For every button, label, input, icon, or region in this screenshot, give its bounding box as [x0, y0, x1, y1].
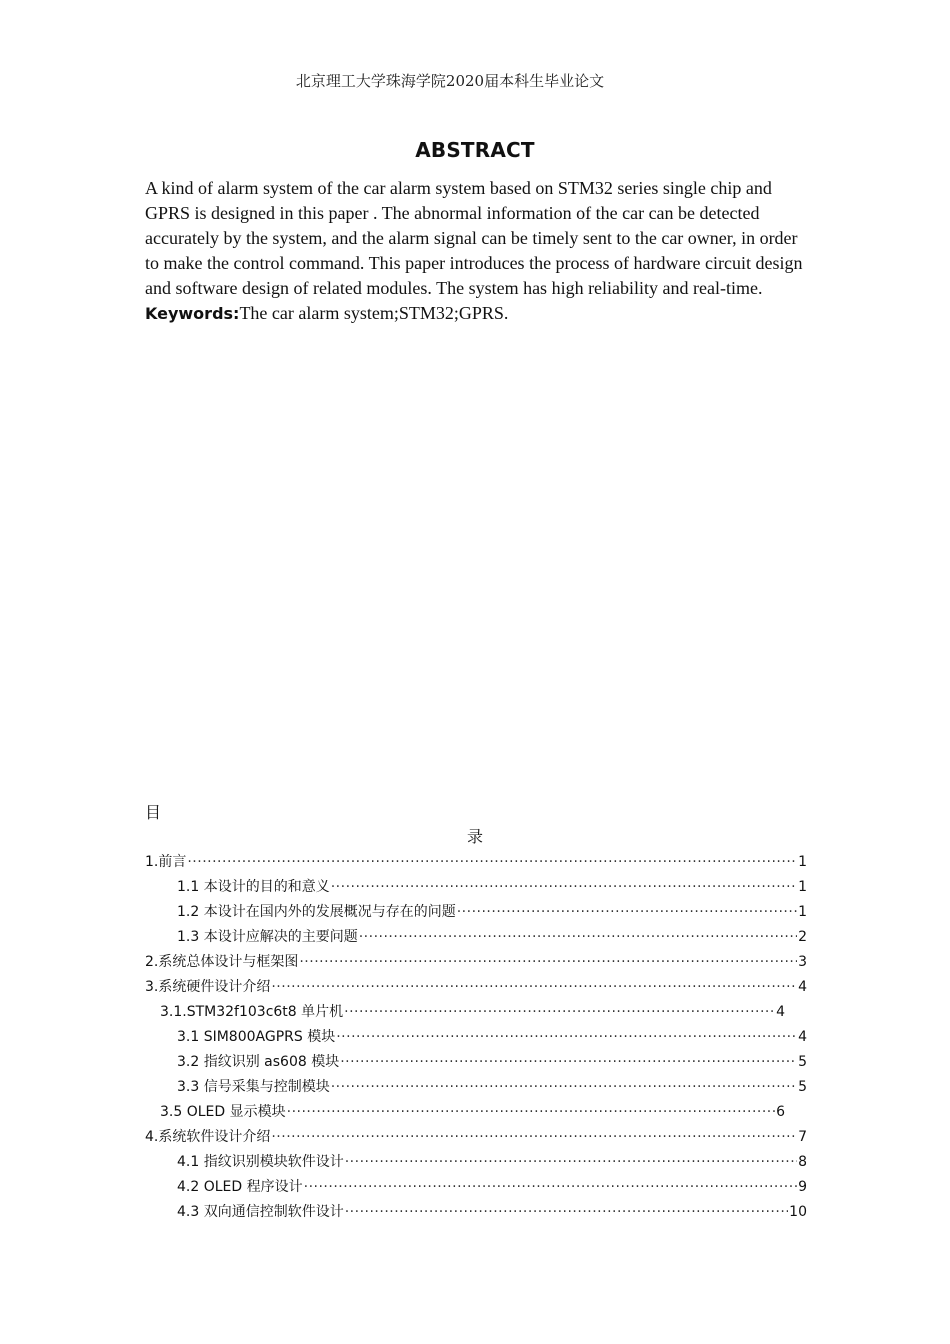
toc-entry-title: 1.3 本设计应解决的主要问题: [177, 929, 358, 945]
toc-entry-title: 3.3 信号采集与控制模块: [177, 1079, 330, 1095]
toc-entry-page: 3: [798, 954, 807, 970]
toc-entry-page: 1: [798, 879, 807, 895]
toc-leader: [331, 1075, 797, 1091]
toc-entry-title: 3.5 OLED 显示模块: [160, 1104, 286, 1120]
toc-leader: [336, 1025, 797, 1041]
toc-entry-page: 10: [789, 1204, 807, 1220]
toc-entry-page: 9: [798, 1179, 807, 1195]
toc-entry-title: 3.1.STM32f103c6t8 单片机: [160, 1004, 344, 1020]
toc-title-char-2: 录: [466, 827, 483, 846]
toc-entry[interactable]: [145, 950, 807, 970]
toc-entry-title: 1.前言: [145, 854, 187, 870]
toc-entry-page: 7: [798, 1129, 807, 1145]
toc-entry[interactable]: [177, 1200, 807, 1220]
toc-leader: [331, 875, 797, 891]
page-header: 北京理工大学珠海学院2020届本科生毕业论文: [295, 72, 605, 90]
toc-entry-page: 8: [798, 1154, 807, 1170]
toc-entry-title: 4.1 指纹识别模块软件设计: [177, 1154, 344, 1170]
toc-leader: [271, 975, 797, 991]
toc-entry[interactable]: [177, 925, 807, 945]
toc-entry-title: 1.1 本设计的目的和意义: [177, 879, 330, 895]
toc-entry[interactable]: [160, 1100, 785, 1120]
toc-leader: [187, 850, 797, 866]
toc-entry-title: 1.2 本设计在国内外的发展概况与存在的问题: [177, 904, 456, 920]
toc-entry[interactable]: [145, 975, 807, 995]
abstract-body: A kind of alarm system of the car alarm system based on STM32 series single chip and GPRS is designed in this paper . The abnormal information of the car can be detected accurately by the system, and the alarm signal can be timely sent to the car owner, in order to make the control command. This paper introduces the process of hardware circuit design and software design of related modules. The system has high reliability and real-time.: [145, 178, 803, 298]
toc-leader: [345, 1200, 788, 1216]
toc-leader: [287, 1100, 775, 1116]
keywords-line: [145, 301, 805, 326]
toc-entry-title: 3.系统硬件设计介绍: [145, 979, 271, 995]
toc-entry[interactable]: [177, 875, 807, 895]
toc-entry[interactable]: [177, 900, 807, 920]
toc-leader: [340, 1050, 797, 1066]
toc-entry[interactable]: [177, 1050, 807, 1070]
toc-entry[interactable]: [160, 1000, 785, 1020]
toc-entry-title: 3.2 指纹识别 as608 模块: [177, 1054, 340, 1070]
toc-entry-page: 5: [798, 1079, 807, 1095]
toc-entry-page: 6: [776, 1104, 785, 1120]
toc-leader: [271, 1125, 797, 1141]
toc-entry-page: 4: [798, 979, 807, 995]
abstract-title: ABSTRACT: [415, 138, 535, 162]
toc-entry[interactable]: [145, 850, 807, 870]
toc-entry-title: 3.1 SIM800AGPRS 模块: [177, 1029, 336, 1045]
toc-leader: [299, 950, 797, 966]
toc-leader: [304, 1175, 797, 1191]
toc-entry-title: 4.系统软件设计介绍: [145, 1129, 271, 1145]
toc-entry-page: 2: [798, 929, 807, 945]
toc-leader: [457, 900, 797, 916]
abstract-section: [145, 176, 805, 326]
toc-leader: [345, 1150, 797, 1166]
toc-entry-title: 4.2 OLED 程序设计: [177, 1179, 303, 1195]
toc-entry[interactable]: [177, 1175, 807, 1195]
keywords-label: Keywords:: [145, 304, 240, 323]
toc-entry-page: 1: [798, 904, 807, 920]
toc-entry-title: 4.3 双向通信控制软件设计: [177, 1204, 344, 1220]
toc-entry[interactable]: [177, 1025, 807, 1045]
toc-entry-title: 2.系统总体设计与框架图: [145, 954, 299, 970]
keywords-text: The car alarm system;STM32;GPRS.: [239, 303, 509, 323]
toc-entry[interactable]: [145, 1125, 807, 1145]
toc-entry[interactable]: [177, 1075, 807, 1095]
toc-entry-page: 1: [798, 854, 807, 870]
toc-entry-page: 5: [798, 1054, 807, 1070]
toc-title-char-1: 目: [145, 803, 162, 822]
toc-entry-page: 4: [798, 1029, 807, 1045]
toc-entry[interactable]: [177, 1150, 807, 1170]
toc-entry-page: 4: [776, 1004, 785, 1020]
toc-leader: [344, 1000, 775, 1016]
toc-leader: [359, 925, 797, 941]
